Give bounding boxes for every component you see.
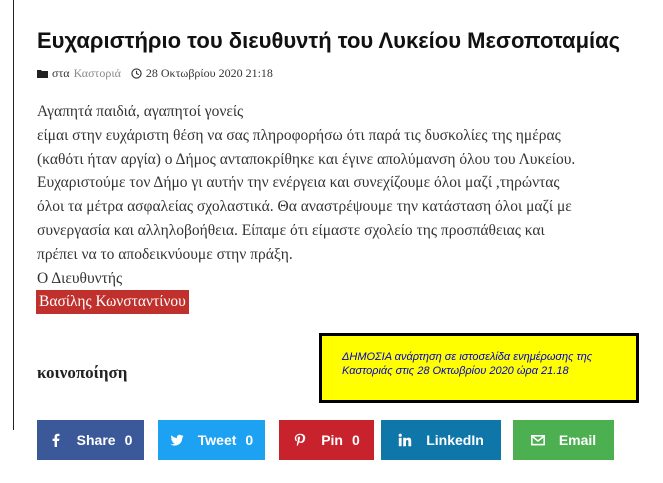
paragraph-line: συνεργασία και αλληλοβοήθεια. Είπαμε ότι είμαστε σχολείο της προσπάθειας και bbox=[37, 221, 545, 239]
facebook-share-count: 0 bbox=[124, 432, 133, 448]
clock-icon bbox=[131, 68, 142, 79]
linkedin-icon bbox=[398, 433, 412, 447]
facebook-share-button[interactable] bbox=[37, 420, 144, 460]
twitter-share-button[interactable] bbox=[158, 420, 265, 460]
folder-icon bbox=[37, 69, 48, 78]
paragraph-line: Αγαπητά παιδιά, αγαπητοί γονείς bbox=[37, 103, 244, 120]
twitter-share-label: Tweet bbox=[197, 432, 237, 448]
pinterest-share-count: 0 bbox=[351, 432, 360, 448]
linkedin-share-button[interactable] bbox=[381, 420, 501, 460]
email-icon bbox=[531, 433, 545, 447]
publication-notice: ΔΗΜΟΣΙΑ ανάρτηση σε ιστοσελίδα ενημέρωσης της Καστοριάς στις 28 Οκτωβρίου 2020 ώρα 21.18 bbox=[319, 333, 639, 403]
pinterest-icon bbox=[293, 433, 307, 447]
paragraph-line: (καθότι ήταν αργία) ο Δήμος ανταποκρίθηκε και έγινε απολύμανση όλου του Λυκείου. bbox=[37, 150, 576, 168]
facebook-share-label: Share bbox=[76, 432, 116, 448]
paragraph-line: πρέπει να το αποδεικνύουμε στην πράξη. bbox=[37, 245, 293, 263]
paragraph-line: είμαι στην ευχάριστη θέση να σας πληροφορήσω ότι παρά τις δυσκολίες της ημέρας bbox=[37, 126, 561, 144]
article-title: Ευχαριστήριο του διευθυντή του Λυκείου Μεσοποταμίας bbox=[37, 28, 621, 53]
paragraph-line: όλοι τα μέτρα ασφαλείας σχολαστικά. Θα αναστρέψουμε την κατάσταση όλοι μαζί με bbox=[37, 198, 572, 216]
signature-line bbox=[37, 290, 657, 314]
pinterest-share-button[interactable] bbox=[279, 420, 374, 460]
pinterest-share-label: Pin bbox=[321, 432, 343, 448]
email-share-button[interactable] bbox=[513, 420, 614, 460]
twitter-share-count: 0 bbox=[245, 432, 254, 448]
category-prefix: στα bbox=[52, 66, 70, 80]
email-share-label: Email bbox=[558, 432, 597, 448]
post-date: 28 Οκτωβρίου 2020 21:18 bbox=[145, 66, 273, 80]
facebook-icon bbox=[49, 433, 63, 447]
linkedin-share-label: LinkedIn bbox=[426, 432, 484, 448]
signature: Βασίλης Κωνσταντίνου bbox=[36, 290, 189, 314]
category-link[interactable]: Καστοριά bbox=[73, 66, 121, 80]
share-label: κοινοποίηση bbox=[37, 363, 128, 382]
article-body bbox=[37, 100, 657, 314]
article-meta bbox=[37, 66, 273, 81]
left-divider bbox=[13, 0, 14, 430]
paragraph-line: Ο Διευθυντής bbox=[37, 269, 123, 287]
twitter-icon bbox=[170, 433, 184, 447]
paragraph-line: Ευχαριστούμε τον Δήμο γι αυτήν την ενέργεια και συνεχίζουμε όλοι μαζί ,τηρώντας bbox=[37, 174, 560, 192]
